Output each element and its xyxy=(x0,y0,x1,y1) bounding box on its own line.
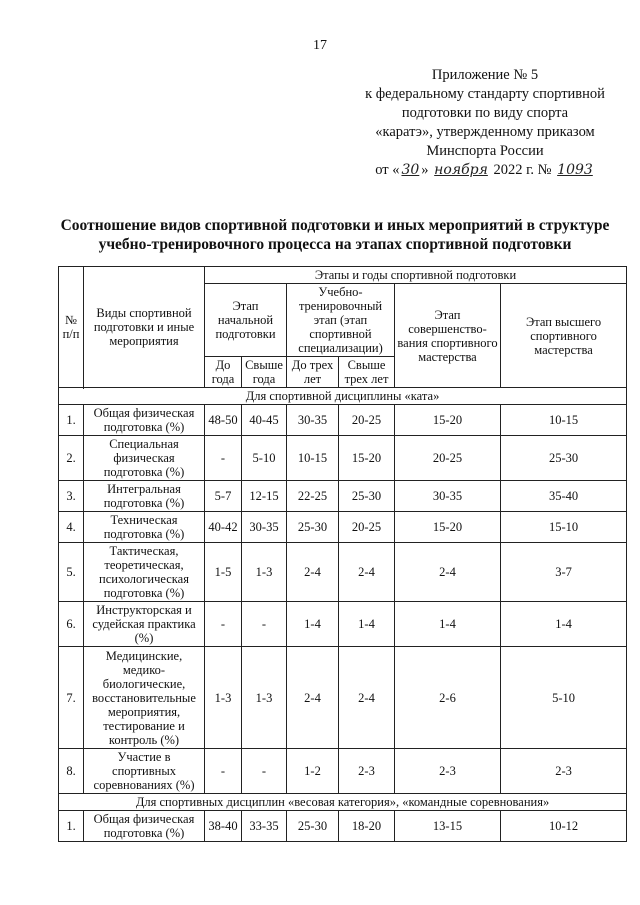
table-row xyxy=(59,512,627,543)
header-stage-training: Учебно-тренировочный этап (этап спортивной специализации) xyxy=(287,284,395,357)
header-stage-highest: Этап высшего спортивного мастерства xyxy=(501,284,627,388)
row-value: - xyxy=(242,602,287,647)
row-name: Общая физическая подготовка (%) xyxy=(84,811,205,842)
header-sub-up-to-year: До года xyxy=(205,357,242,388)
row-value: 15-20 xyxy=(339,436,395,481)
row-value: 2-4 xyxy=(339,647,395,749)
row-value: 35-40 xyxy=(501,481,627,512)
row-name: Техническая подготовка (%) xyxy=(84,512,205,543)
row-name: Медицинские, медико-биологические, восстановительные мероприятия, тестирование и контроль (%) xyxy=(84,647,205,749)
row-value: 2-3 xyxy=(501,749,627,794)
appendix-line: к федеральному стандарту спортивной xyxy=(365,86,605,102)
row-value: 10-15 xyxy=(501,405,627,436)
row-value: - xyxy=(205,436,242,481)
header-sub-over-year: Свыше года xyxy=(242,357,287,388)
row-value: 2-3 xyxy=(339,749,395,794)
row-number: 7. xyxy=(59,647,84,749)
order-number: 1093 xyxy=(557,162,593,178)
header-stage-improvement: Этап совершенство-вания спортивного мастерства xyxy=(395,284,501,388)
row-value: 33-35 xyxy=(242,811,287,842)
table-row xyxy=(59,647,627,749)
table-row xyxy=(59,436,627,481)
header-sub-over-three: Свыше трех лет xyxy=(339,357,395,388)
row-value: 10-15 xyxy=(287,436,339,481)
table-row xyxy=(59,543,627,602)
row-value: 20-25 xyxy=(395,436,501,481)
row-value: - xyxy=(205,602,242,647)
row-value: 2-4 xyxy=(287,647,339,749)
row-name: Участие в спортивных соревнованиях (%) xyxy=(84,749,205,794)
appendix-block xyxy=(340,66,630,180)
row-number: 8. xyxy=(59,749,84,794)
section-heading: Для спортивных дисциплин «весовая категория», «командные соревнования» xyxy=(59,794,627,811)
title-line: Соотношение видов спортивной подготовки и иных мероприятий в структуре xyxy=(60,217,610,234)
appendix-line: Минспорта России xyxy=(426,143,544,159)
row-value: 15-20 xyxy=(395,405,501,436)
row-number: 1. xyxy=(59,811,84,842)
appendix-line: подготовки по виду спорта xyxy=(401,105,569,121)
row-name: Инструкторская и судейская практика (%) xyxy=(84,602,205,647)
row-value: 1-2 xyxy=(287,749,339,794)
date-day: 30 xyxy=(401,162,420,178)
table-row xyxy=(59,749,627,794)
row-value: 1-4 xyxy=(501,602,627,647)
date-month: ноября xyxy=(434,162,488,178)
row-value: 1-5 xyxy=(205,543,242,602)
row-value: 1-4 xyxy=(339,602,395,647)
row-value: 1-3 xyxy=(205,647,242,749)
row-value: 48-50 xyxy=(205,405,242,436)
row-number: 3. xyxy=(59,481,84,512)
appendix-line: Приложение № 5 xyxy=(431,67,539,83)
row-value: 2-4 xyxy=(395,543,501,602)
row-value: 1-3 xyxy=(242,647,287,749)
row-value: 5-10 xyxy=(242,436,287,481)
row-value: 12-15 xyxy=(242,481,287,512)
row-value: 25-30 xyxy=(287,512,339,543)
row-number: 5. xyxy=(59,543,84,602)
row-value: 18-20 xyxy=(339,811,395,842)
table-row xyxy=(59,602,627,647)
row-name: Тактическая, теоретическая, психологическая подготовка (%) xyxy=(84,543,205,602)
row-value: 20-25 xyxy=(339,512,395,543)
page-number: 17 xyxy=(313,38,327,53)
row-value: - xyxy=(242,749,287,794)
row-value: 10-12 xyxy=(501,811,627,842)
header-stages: Этапы и годы спортивной подготовки xyxy=(205,267,627,284)
row-number: 6. xyxy=(59,602,84,647)
row-value: 2-4 xyxy=(339,543,395,602)
table-row xyxy=(59,405,627,436)
row-value: 5-10 xyxy=(501,647,627,749)
row-value: 1-4 xyxy=(287,602,339,647)
row-number: 1. xyxy=(59,405,84,436)
row-value: 5-7 xyxy=(205,481,242,512)
row-value: 38-40 xyxy=(205,811,242,842)
section-row-kata xyxy=(59,388,627,405)
row-value: 22-25 xyxy=(287,481,339,512)
row-value: 2-3 xyxy=(395,749,501,794)
row-value: 30-35 xyxy=(287,405,339,436)
row-value: - xyxy=(205,749,242,794)
row-value: 40-45 xyxy=(242,405,287,436)
row-value: 30-35 xyxy=(395,481,501,512)
row-name: Специальная физическая подготовка (%) xyxy=(84,436,205,481)
section-row-weight xyxy=(59,794,627,811)
row-value: 25-30 xyxy=(287,811,339,842)
row-value: 15-20 xyxy=(395,512,501,543)
date-sep: » xyxy=(421,162,429,178)
row-value: 40-42 xyxy=(205,512,242,543)
row-value: 20-25 xyxy=(339,405,395,436)
appendix-line: «каратэ», утвержденному приказом xyxy=(375,124,595,140)
date-prefix: от « xyxy=(375,162,400,178)
header-num: № п/п xyxy=(59,267,84,388)
row-number: 2. xyxy=(59,436,84,481)
section-heading: Для спортивной дисциплины «ката» xyxy=(59,388,627,405)
row-value: 25-30 xyxy=(501,436,627,481)
date-year: 2022 г. № xyxy=(493,162,552,178)
row-value: 25-30 xyxy=(339,481,395,512)
row-value: 2-6 xyxy=(395,647,501,749)
row-value: 2-4 xyxy=(287,543,339,602)
row-value: 3-7 xyxy=(501,543,627,602)
header-types: Виды спортивной подготовки и иные мероприятия xyxy=(84,267,205,388)
training-ratio-table xyxy=(58,266,627,842)
table-row xyxy=(59,481,627,512)
row-value: 1-3 xyxy=(242,543,287,602)
row-value: 13-15 xyxy=(395,811,501,842)
header-stage-initial: Этап начальной подготовки xyxy=(205,284,287,357)
header-sub-up-to-three: До трех лет xyxy=(287,357,339,388)
row-value: 15-10 xyxy=(501,512,627,543)
row-value: 30-35 xyxy=(242,512,287,543)
row-name: Общая физическая подготовка (%) xyxy=(84,405,205,436)
title-line: учебно-тренировочного процесса на этапах спортивной подготовки xyxy=(98,236,572,253)
row-number: 4. xyxy=(59,512,84,543)
appendix-date-line xyxy=(340,161,630,180)
row-value: 1-4 xyxy=(395,602,501,647)
row-name: Интегральная подготовка (%) xyxy=(84,481,205,512)
table-row xyxy=(59,811,627,842)
document-title xyxy=(40,216,630,254)
